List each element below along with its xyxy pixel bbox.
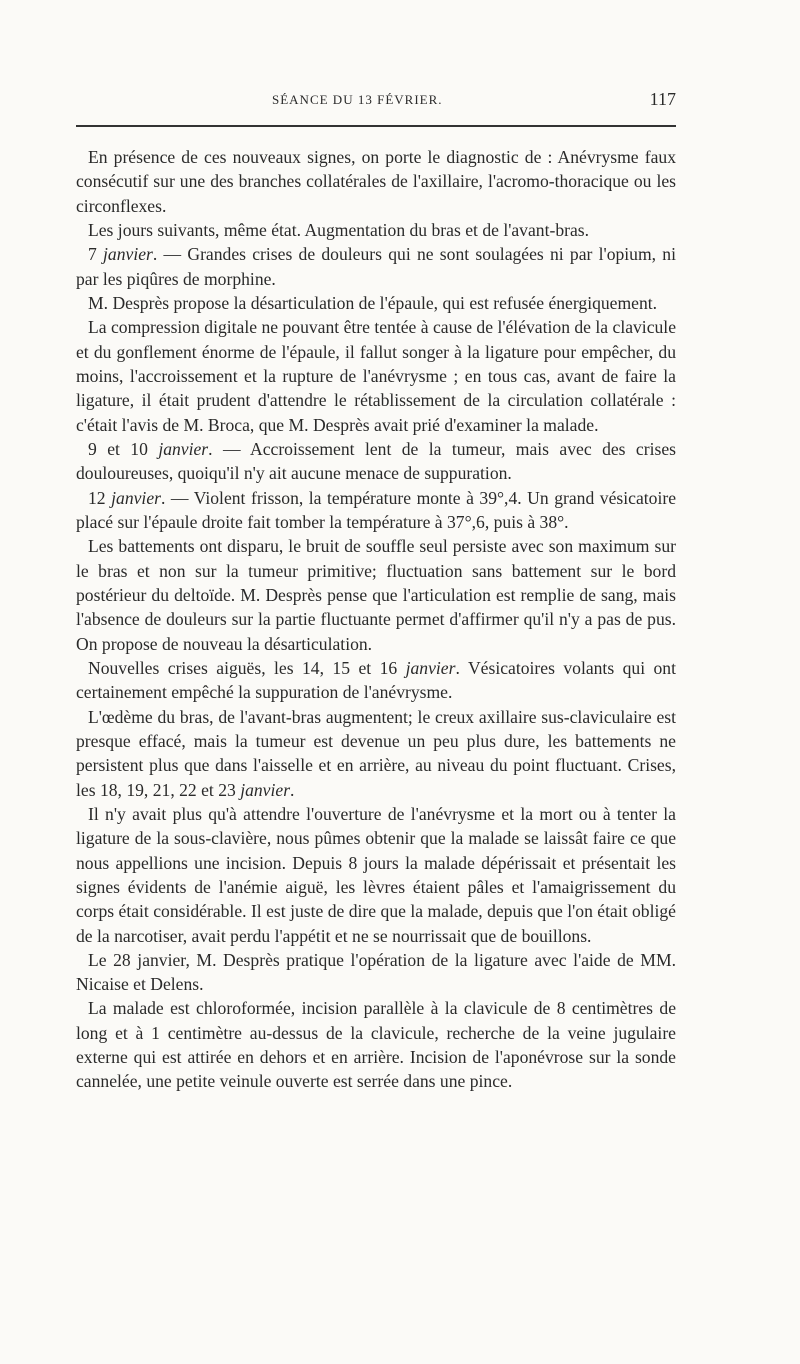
paragraph: 9 et 10 janvier. — Accroissement lent de la tumeur, mais avec des crises douloureuses, quoiqu'il n'y ait aucune menace de suppuration.: [76, 438, 676, 484]
running-head: SÉANCE DU 13 FÉVRIER.: [272, 92, 443, 107]
paragraph: 7 janvier. — Grandes crises de douleurs qui ne sont soulagées ni par l'opium, ni par les piqûres de morphine.: [76, 244, 676, 289]
header-rule: [76, 125, 676, 127]
paragraph: L'œdème du bras, de l'avant-bras augmentent; le creux axillaire sus-claviculaire est presque effacé, mais la tumeur est devenue un peu plus dure, les battements ne persistent plus que dans l'aisselle et en arrière, au niveau du point fluctuant. Crises, les 18, 19, 21, 22 et 23 janvier.: [76, 706, 676, 800]
page-number: 117: [649, 89, 676, 109]
paragraph: Les battements ont disparu, le bruit de souffle seul persiste avec son maximum sur le bras et non sur la tumeur primitive; fluctuation sans battement sur le bord postérieur du deltoïde. M. Desprès pense que l'articulation est remplie de sang, mais l'absence de douleurs sur la partie fluctuante permet d'affirmer qu'il n'y a pas de pus. On propose de nouveau la désarticulation.: [76, 536, 676, 654]
paragraph: Les jours suivants, même état. Augmentation du bras et de l'avant-bras.: [88, 219, 590, 240]
paragraph: Il n'y avait plus qu'à attendre l'ouverture de l'anévrysme et la mort ou à tenter la ligature de la sous-clavière, nous pûmes obtenir que la malade se laissât faire ce que nous appellions une incision. Depuis 8 jours la malade dépérissait et présentait les signes évidents de l'anémie aiguë, les lèvres étaient pâles et l'amaigrissement du corps était considérable. Il est juste de dire que la malade, depuis que l'on était obligé de la narcotiser, avait perdu l'appétit et ne se nourrissait que de bouillons.: [76, 803, 676, 946]
paragraph: M. Desprès propose la désarticulation de l'épaule, qui est refusée énergiquement.: [88, 292, 658, 313]
paragraph: Nouvelles crises aiguës, les 14, 15 et 16 janvier. Vésicatoires volants qui ont certainement empêché la suppuration de l'anévrysme.: [76, 657, 676, 703]
paragraph: La malade est chloroformée, incision parallèle à la clavicule de 8 centimètres de long et à 1 centimètre au-dessus de la clavicule, recherche de la veine jugulaire externe qui est attirée en dehors et en arrière. Incision de l'aponévrose sur la sonde cannelée, une petite veinule ouverte est serrée dans une pince.: [76, 998, 676, 1092]
page-header: [262, 89, 676, 114]
body-text: [76, 145, 676, 1094]
paragraph: En présence de ces nouveaux signes, on porte le diagnostic de : Anévrysme faux consécutif sur une des branches collatérales de l'axillaire, l'acromo-thoracique ou les circonflexes.: [76, 147, 676, 216]
paragraph: La compression digitale ne pouvant être tentée à cause de l'élévation de la clavicule et du gonflement énorme de l'épaule, il fallut songer à la ligature pour empêcher, du moins, l'accroissement et la rupture de l'anévrysme ; en tous cas, avant de faire la ligature, il était prudent d'attendre le rétablissement de la circulation collatérale : c'était l'avis de M. Broca, que M. Desprès avait prié d'examiner la malade.: [76, 317, 676, 435]
paragraph: 12 janvier. — Violent frisson, la température monte à 39°,4. Un grand vésicatoire placé sur l'épaule droite fait tomber la température à 37°,6, puis à 38°.: [76, 487, 676, 532]
paragraph: Le 28 janvier, M. Desprès pratique l'opération de la ligature avec l'aide de MM. Nicaise et Delens.: [76, 949, 676, 995]
